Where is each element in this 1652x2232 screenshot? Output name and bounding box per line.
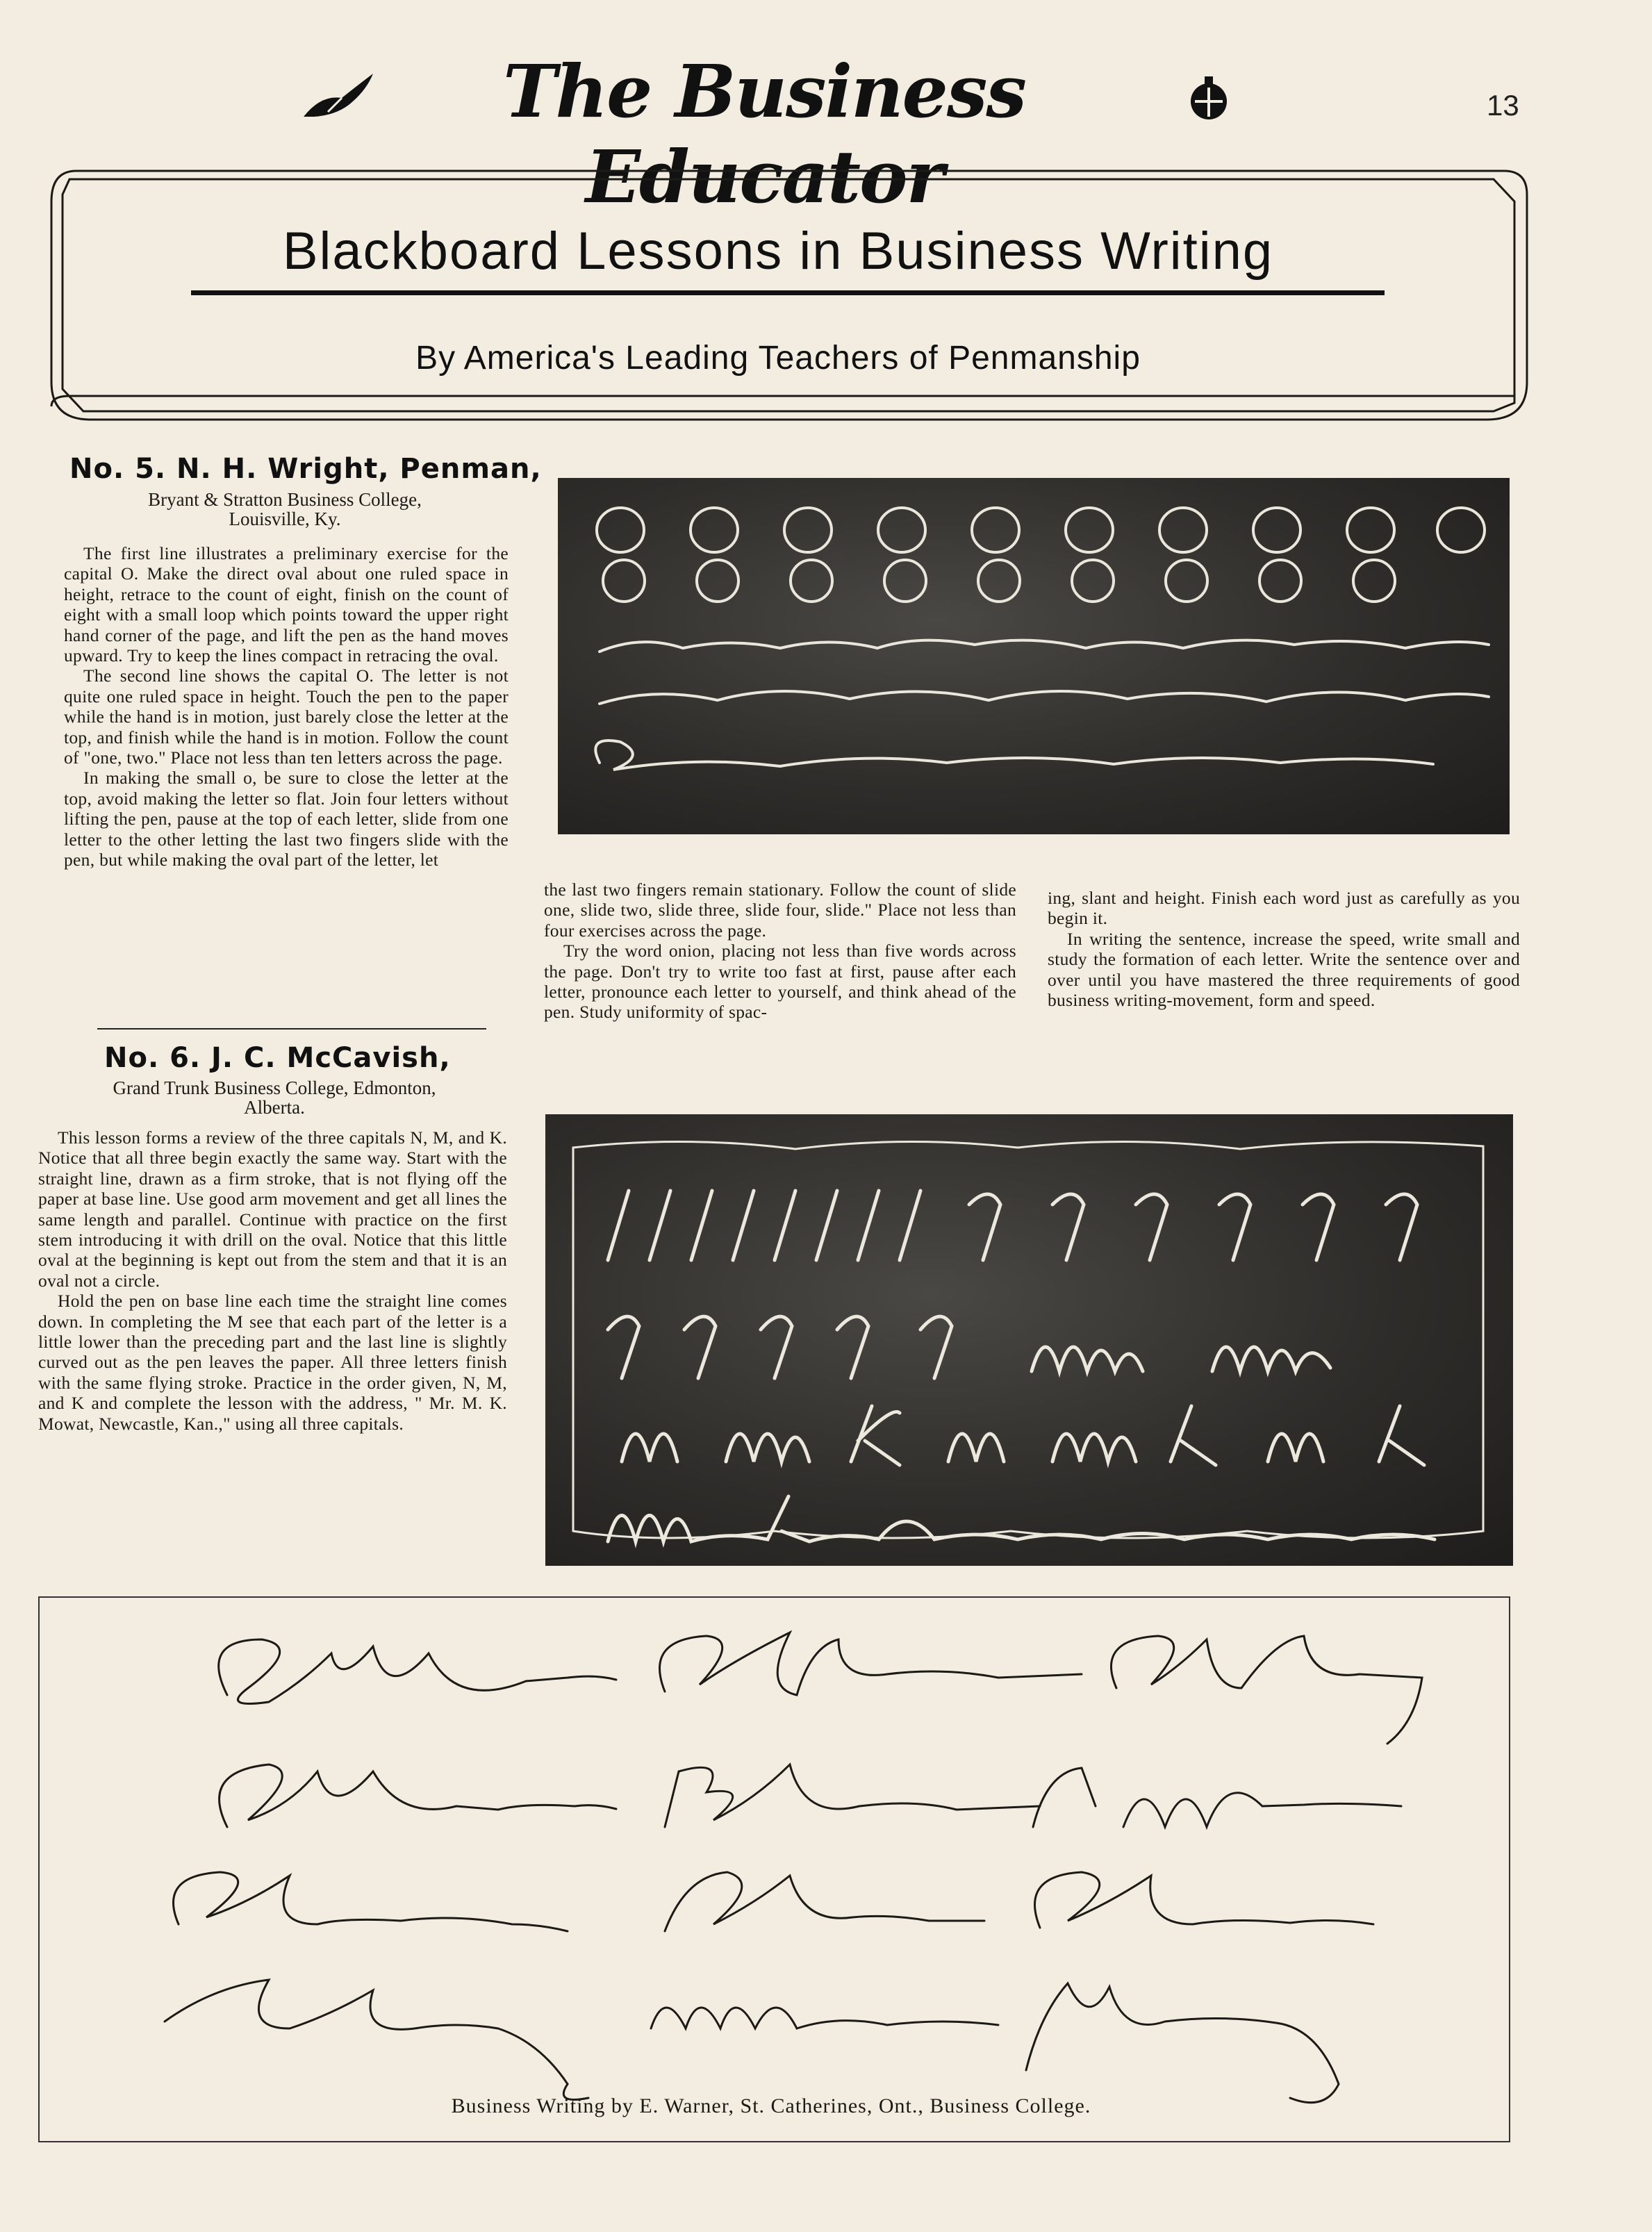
lesson6-paragraph: This lesson forms a review of the three capitals N, M, and K. Notice that all three begin exactly the same way. Start with the straight line, drawn as a firm stroke, that is not flying off the paper at base line. Use good arm movement and get all lines the same length and parallel. Continue with practice on the first stem introducing it with drill on the oval. Notice that this little oval at the beginning is kept out from the stem and that it is an oval not a circle. [38, 1127, 507, 1291]
lesson6-school-line2: Alberta. [244, 1097, 305, 1118]
masthead-title: The Business Educator [503, 49, 1025, 220]
oval-drill-row [597, 508, 1485, 552]
lesson6-blackboard [545, 1114, 1513, 1566]
lesson6-rule [97, 1028, 486, 1030]
small-o-row [600, 640, 1489, 652]
signature-row-1 [219, 1632, 1422, 1744]
lesson5-paragraph: Try the word onion, placing not less than five words across the page. Don't try to write too fast at first, pause after each letter, pronounce each letter to yourself, and think ahead of the pen. Study uniformity of spac- [544, 941, 1016, 1023]
series-subtitle: By America's Leading Teachers of Penmanship [415, 340, 1141, 377]
quill-icon [300, 67, 377, 122]
ornament-icon [1181, 71, 1237, 126]
capital-o-row [603, 560, 1395, 602]
lesson5-paragraph: ing, slant and height. Finish each word just as carefully as you begin it. [1048, 888, 1520, 929]
page-number: 13 [1487, 89, 1519, 122]
lesson5-paragraph: In writing the sentence, increase the speed, write small and study the formation of each letter. Write the sentence over and over until you have mastered the three requirements of good business writing-movement, form and speed. [1048, 928, 1520, 1011]
lesson5-blackboard [558, 478, 1510, 834]
lesson6-paragraph: Hold the pen on base line each time the straight line comes down. In completing the M see that each part of the letter is a little lower than the preceding part and the last line is slightly curved out as the pen leaves the paper. All three letters finish with the same flying stroke. Practice in the order given, N, M, and K and complete the lesson with the address, " Mr. M. K. Mowat, Newcastle, Kan.," using all three capitals. [38, 1291, 507, 1434]
lesson5-column3 [1048, 888, 1520, 1010]
lesson6-school-line1: Grand Trunk Business College, Edmonton, [113, 1077, 436, 1098]
lesson5-heading: No. 5. N. H. Wright, Penman, [69, 453, 542, 485]
lesson5-paragraph: the last two fingers remain stationary. Follow the count of slide one, slide two, slide three, slide four, slide." Place not less than four exercises across the page. [544, 879, 1016, 941]
lesson5-paragraph: The first line illustrates a preliminary exercise for the capital O. Make the direct oval about one ruled space in height, retrace to the count of eight, finish on the count of eight with a small loop which points toward the upper right hand corner of the page, and lift the pen as the hand moves upward. Try to keep the lines compact in retracing the oval. [64, 543, 509, 666]
stem-drill-row [969, 1194, 1417, 1260]
lesson5-school-line1: Bryant & Stratton Business College, [148, 489, 422, 510]
signature-row-2 [220, 1764, 1401, 1827]
header-frame [49, 167, 1528, 424]
lesson6-heading: No. 6. J. C. McCavish, [104, 1042, 451, 1074]
stem-and-m-row [608, 1316, 1330, 1378]
series-title: Blackboard Lessons in Business Writing [282, 222, 1274, 281]
sentence-row [595, 741, 1433, 770]
lesson6-column [38, 1127, 507, 1434]
lesson5-column2 [544, 879, 1016, 1023]
specimens-caption: Business Writing by E. Warner, St. Catherines, Ont., Business College. [451, 2094, 1091, 2117]
lesson5-column1 [64, 543, 509, 870]
signature-row-3 [174, 1872, 1374, 1931]
signature-specimens-box [38, 1596, 1510, 2142]
lesson5-paragraph: The second line shows the capital O. The letter is not quite one ruled space in height. Touch the pen to the paper while the hand is in motion, just barely close the letter at the top, and finish while the hand is in motion. Follow the count of "one, two." Place not less than ten letters across the page. [64, 666, 509, 768]
lesson5-school-line2: Louisville, Ky. [229, 509, 341, 529]
slant-lines-row [608, 1191, 920, 1260]
nmk-row [622, 1406, 1424, 1465]
onion-row [600, 691, 1489, 704]
signature-row-4 [165, 1980, 1339, 2103]
address-row [608, 1496, 1435, 1541]
lesson5-paragraph: In making the small o, be sure to close the letter at the top, avoid making the letter so flat. Join four letters without lifting the pen, pause at the top of each letter, slide from one letter to the other letting the last two fingers slide with the pen, but while making the oval part of the letter, let [64, 768, 509, 870]
